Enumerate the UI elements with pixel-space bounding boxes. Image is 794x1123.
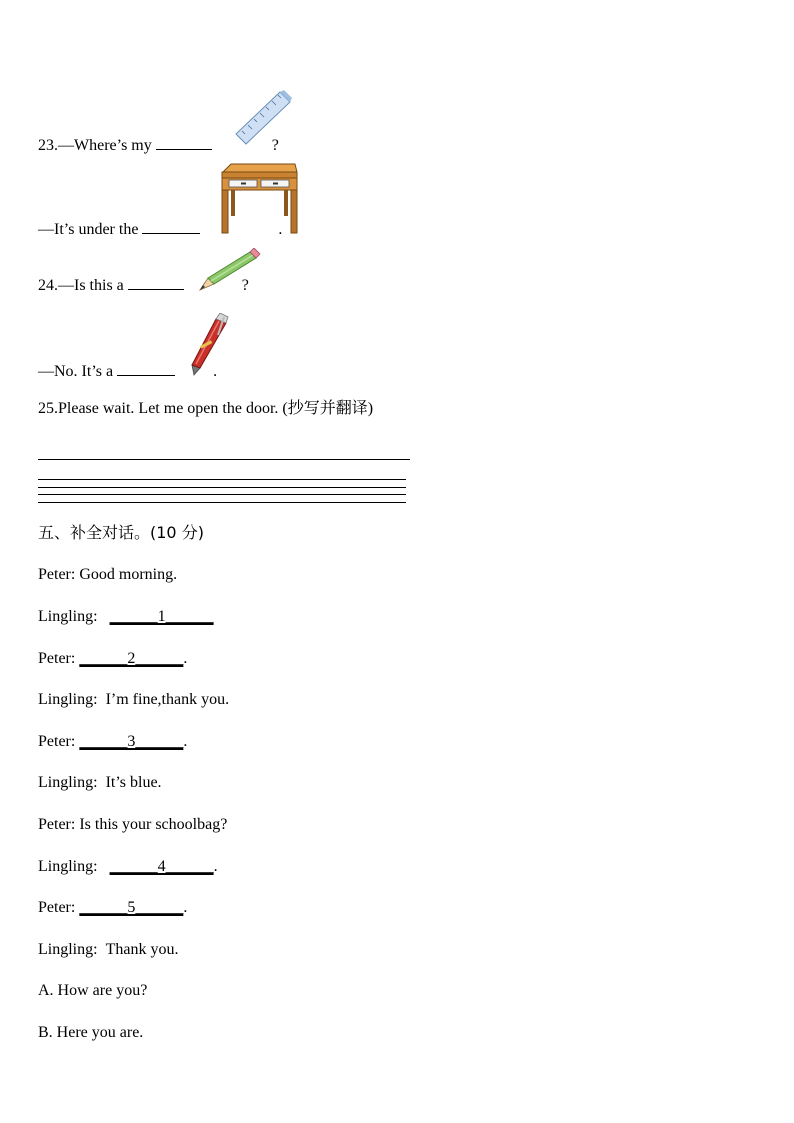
dialogue-line-2: Lingling: ______1______ — [38, 608, 214, 625]
q23-answer: —It’s under the . — [38, 221, 283, 238]
q23-blank-1[interactable] — [156, 135, 212, 150]
write-line-2[interactable] — [38, 479, 406, 480]
q24-answer: —No. It’s a . — [38, 363, 218, 380]
option-a: A. How are you? — [38, 982, 148, 999]
dialogue-blank-4[interactable]: ______4______ — [109, 858, 214, 875]
q24-blank-2[interactable] — [117, 361, 175, 376]
section-5-heading: 五、补全对话。(10 分) — [38, 523, 204, 542]
write-line-3[interactable] — [38, 487, 406, 488]
dialogue-line-10: Lingling: Thank you. — [38, 941, 179, 958]
dialogue-line-8: Lingling: ______4______. — [38, 858, 218, 875]
dialogue-blank-3[interactable]: ______3______ — [79, 733, 184, 750]
dialogue-line-1: Peter: Good morning. — [38, 566, 178, 583]
option-b: B. Here you are. — [38, 1024, 144, 1041]
q24-question: 24.—Is this a ? — [38, 277, 249, 294]
q25-prompt: 25.Please wait. Let me open the door. (抄写并翻译) — [38, 400, 374, 417]
desk-icon — [219, 162, 299, 239]
pen-icon — [188, 313, 232, 384]
dialogue-blank-2[interactable]: ______2______ — [79, 650, 184, 667]
dialogue-line-7: Peter: Is this your schoolbag? — [38, 816, 228, 833]
pencil-icon — [196, 248, 262, 297]
write-line-1[interactable] — [38, 459, 410, 460]
dialogue-line-5: Peter: ______3______. — [38, 733, 188, 750]
q23-question: 23.—Where’s my ? — [38, 137, 279, 154]
write-line-5[interactable] — [38, 502, 406, 503]
ruler-icon — [232, 88, 294, 151]
dialogue-line-6: Lingling: It’s blue. — [38, 774, 162, 791]
q23-blank-2[interactable] — [142, 219, 200, 234]
dialogue-line-4: Lingling: I’m fine,thank you. — [38, 691, 230, 708]
dialogue-blank-1[interactable]: ______1______ — [109, 608, 214, 625]
dialogue-line-3: Peter: ______2______. — [38, 650, 188, 667]
dialogue-blank-5[interactable]: ______5______ — [79, 899, 184, 916]
dialogue-line-9: Peter: ______5______. — [38, 899, 188, 916]
write-line-4[interactable] — [38, 494, 406, 495]
q24-blank-1[interactable] — [128, 275, 184, 290]
